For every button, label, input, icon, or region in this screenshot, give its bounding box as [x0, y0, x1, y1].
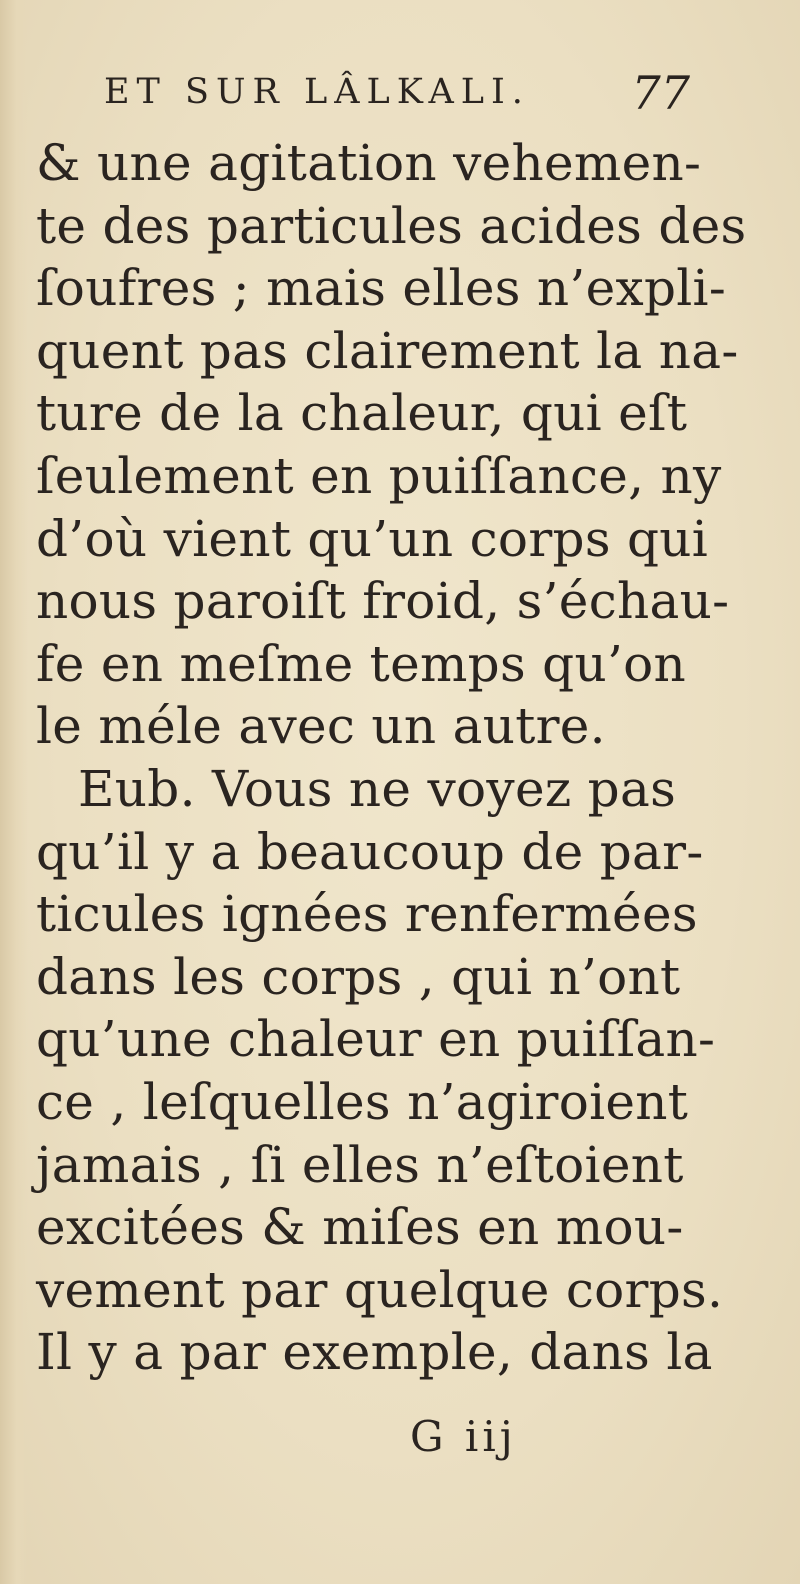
- page-gutter-shadow: [0, 0, 28, 1584]
- text-line: Il y a par exemple, dans la: [36, 1323, 713, 1382]
- text-line: vement par quelque corps.: [36, 1260, 724, 1319]
- text-line: ſoufres ; mais elles n’expli-: [36, 259, 727, 318]
- text-line: excitées & miſes en mou-: [36, 1198, 684, 1257]
- text-line: & une agitation vehemen-: [36, 134, 702, 192]
- text-line: qu’il y a beaucoup de par-: [36, 822, 704, 881]
- text-line: ticules ignées renfermées: [36, 885, 698, 944]
- text-line: dans les corps , qui n’ont: [36, 947, 681, 1006]
- text-line: ce , leſquelles n’agiroient: [36, 1072, 689, 1131]
- text-line: qu’une chaleur en puiſſan-: [36, 1010, 716, 1069]
- text-line: le méle avec un autre.: [36, 697, 606, 756]
- text-line: fe en meſme temps qu’on: [36, 634, 687, 693]
- text-line: jamais , ſi elles n’eſtoient: [36, 1135, 684, 1194]
- text-line: ſeulement en puiſſance, ny: [36, 446, 722, 505]
- running-head-title: ET SUR LÂLKALI.: [104, 72, 530, 112]
- page-number: 77: [631, 66, 690, 120]
- text-line: ture de la chaleur, qui eſt: [36, 384, 688, 443]
- running-head: [100, 66, 690, 126]
- text-line: nous paroiſt froid, s’échau-: [36, 572, 730, 631]
- text-line: quent pas clairement la na-: [36, 321, 739, 380]
- signature-mark: G iij: [410, 1412, 517, 1461]
- body-text: [36, 132, 750, 1384]
- text-line-paragraph-start: Eub. Vous ne voyez pas: [78, 759, 677, 818]
- text-line: d’où vient qu’un corps qui: [36, 509, 709, 568]
- text-line: te des particules acides des: [36, 196, 747, 255]
